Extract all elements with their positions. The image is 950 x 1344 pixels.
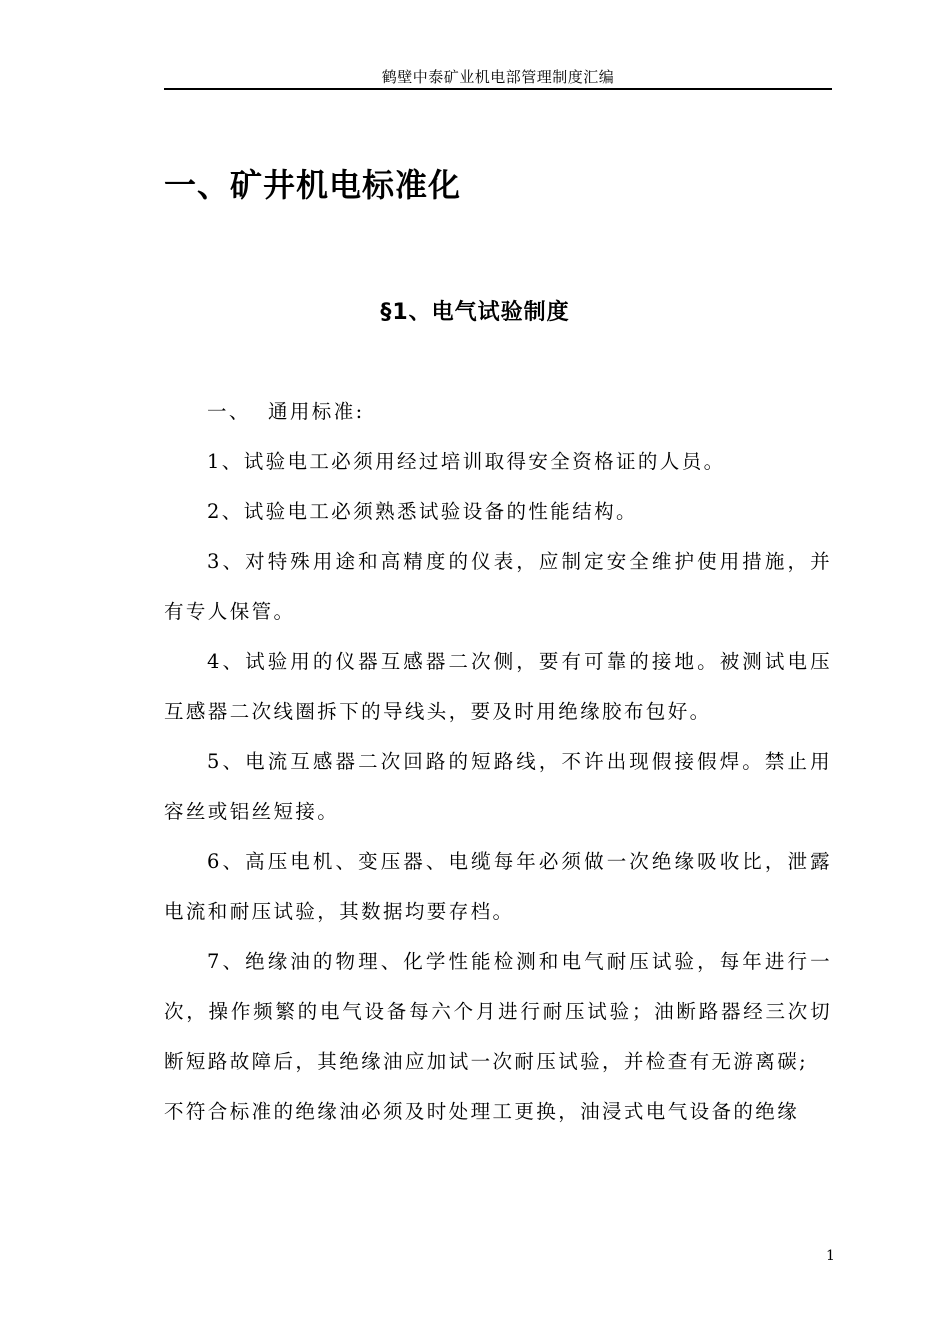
subheading: 一、 通用标准: — [207, 400, 365, 423]
list-item-1: 1、试验电工必须用经过培训取得安全资格证的人员。 — [207, 450, 726, 473]
page-number: 1 — [826, 1248, 835, 1264]
document-body — [164, 387, 832, 1137]
chapter-title: 一、矿井机电标准化 — [164, 166, 462, 204]
list-item-7: 7、绝缘油的物理、化学性能检测和电气耐压试验，每年进行一次，操作频繁的电气设备每六个月进行耐压试验；油断路器经三次切断短路故障后，其绝缘油应加试一次耐压试验，并检查有无游离碳; — [164, 950, 832, 1073]
continuation-paragraph: 不符合标准的绝缘油必须及时处理工更换，油浸式电气设备的绝缘 — [164, 1100, 800, 1123]
list-item-3: 3、对特殊用途和高精度的仪表，应制定安全维护使用措施，并有专人保管。 — [164, 550, 832, 623]
section-title: §1、电气试验制度 — [380, 300, 570, 325]
running-header: 鹤壁中泰矿业机电部管理制度汇编 — [381, 68, 615, 86]
list-item-2: 2、试验电工必须熟悉试验设备的性能结构。 — [207, 500, 638, 523]
list-item-5: 5、电流互感器二次回路的短路线，不许出现假接假焊。禁止用容丝或铝丝短接。 — [164, 750, 832, 823]
list-item-6: 6、高压电机、变压器、电缆每年必须做一次绝缘吸收比，泄露电流和耐压试验，其数据均要存档。 — [164, 850, 832, 923]
header-rule — [164, 88, 832, 90]
list-item-4: 4、试验用的仪器互感器二次侧，要有可靠的接地。被测试电压互感器二次线圈拆下的导线头，要及时用绝缘胶布包好。 — [164, 650, 832, 723]
